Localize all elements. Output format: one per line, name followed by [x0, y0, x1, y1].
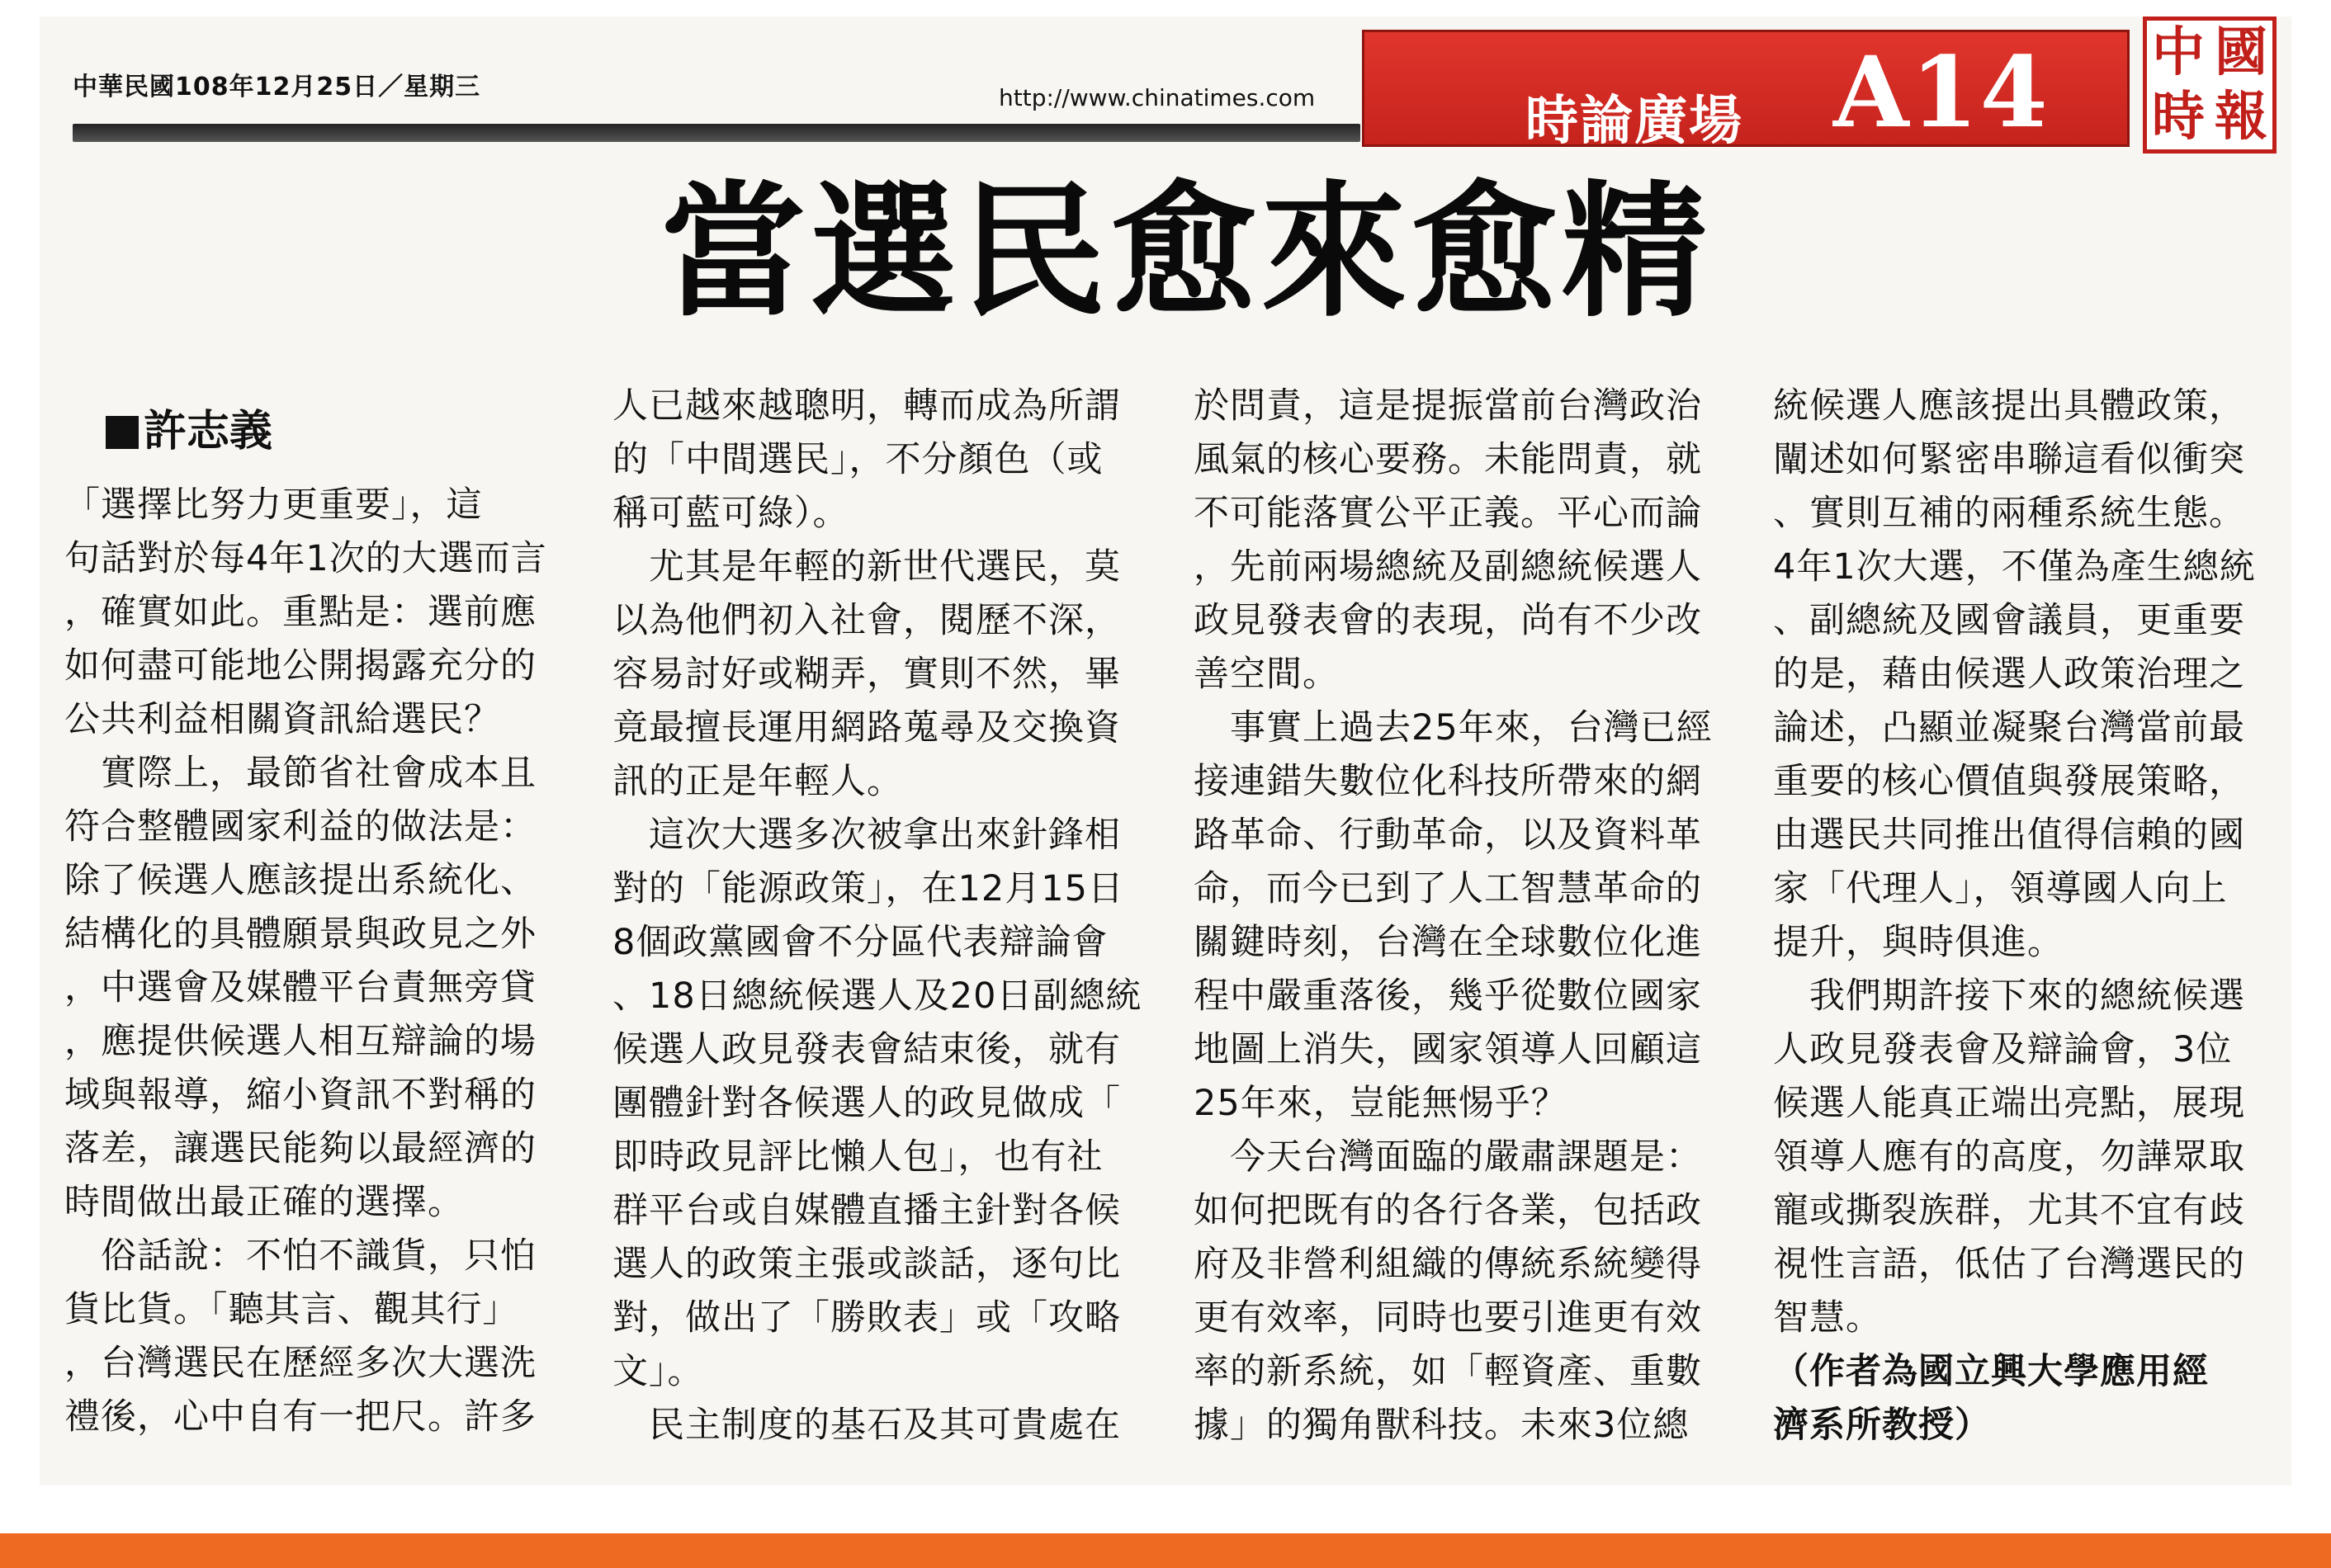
column-line: 接連錯失數位化科技所帶來的網 — [1194, 761, 1702, 802]
column-line: 府及非營利組織的傳統系統變得 — [1194, 1244, 1702, 1285]
column-line: 如何把既有的各行各業，包括政 — [1194, 1190, 1702, 1231]
column-line: 風氣的核心要務。未能問責，就 — [1194, 439, 1702, 480]
byline-square-icon — [106, 416, 139, 449]
website-url: http://www.chinatimes.com — [999, 84, 1316, 111]
column-line: 貨比貨。「聽其言、觀其行」 — [64, 1289, 519, 1330]
logo-char: 中 — [2152, 21, 2205, 83]
column-line: 由選民共同推出值得信賴的國 — [1773, 815, 2245, 856]
column-line: 提升，與時俱進。 — [1773, 922, 2064, 963]
article-column-2 — [612, 380, 1147, 1452]
column-line: 於問責，這是提振當前台灣政治 — [1194, 385, 1702, 427]
column-line: 群平台或自媒體直播主針對各候 — [612, 1190, 1121, 1231]
header-rule — [73, 124, 1360, 142]
column-line: 結構化的具體願景與政見之外 — [64, 914, 537, 955]
column-line: 、實則互補的兩種系統生態。 — [1773, 493, 2245, 534]
column-line: 俗話說：不怕不識貨，只怕 — [64, 1235, 537, 1277]
column-line: 今天台灣面臨的嚴肅課題是： — [1194, 1136, 1702, 1178]
column-line: 25年來，豈能無惕乎？ — [1194, 1083, 1567, 1124]
column-line: 路革命、行動革命，以及資料革 — [1194, 815, 1702, 856]
column-line: 善空間。 — [1194, 654, 1339, 695]
column-line: 視性言語，低估了台灣選民的 — [1773, 1244, 2245, 1285]
author-name: 許志義 — [144, 407, 273, 456]
column-line: 候選人能真正端出亮點，展現 — [1773, 1083, 2245, 1124]
column-line: 地圖上消失，國家領導人回顧這 — [1194, 1029, 1702, 1070]
china-times-logo — [2143, 17, 2277, 153]
column-line: 選人的政策主張或談話，逐句比 — [612, 1244, 1121, 1285]
column-line: 除了候選人應該提出系統化、 — [64, 860, 537, 901]
column-line: 闡述如何緊密串聯這看似衝突 — [1773, 439, 2245, 480]
column-line: 「選擇比努力更重要」，這 — [64, 484, 483, 526]
page-number: A14 — [1833, 35, 2050, 149]
column-line: 尤其是年輕的新世代選民，莫 — [612, 546, 1121, 588]
column-line: 如何盡可能地公開揭露充分的 — [64, 645, 537, 687]
column-line: 文」。 — [612, 1351, 704, 1392]
column-line: 統候選人應該提出具體政策， — [1773, 385, 2245, 427]
column-line: 人政見發表會及辯論會，3位 — [1773, 1029, 2233, 1070]
column-line: ，台灣選民在歷經多次大選洗 — [64, 1343, 537, 1384]
column-line: ，中選會及媒體平台責無旁貸 — [64, 967, 537, 1008]
column-line: 即時政見評比懶人包」，也有社 — [612, 1136, 1104, 1178]
column-line: 落差，讓選民能夠以最經濟的 — [64, 1128, 537, 1169]
column-line: 的「中間選民」，不分顏色（或 — [612, 439, 1104, 480]
logo-char: 時 — [2152, 86, 2205, 148]
column-line: 寵或撕裂族群，尤其不宜有歧 — [1773, 1190, 2245, 1231]
column-line: 命，而今已到了人工智慧革命的 — [1194, 868, 1702, 909]
column-line: 領導人應有的高度，勿譁眾取 — [1773, 1136, 2245, 1178]
page-bottom-strip — [0, 1533, 2331, 1568]
article-column-3 — [1194, 380, 1728, 1452]
byline — [106, 396, 272, 458]
author-note-line: （作者為國立興大學應用經 — [1773, 1351, 2209, 1392]
column-line: 不可能落實公平正義。平心而論 — [1194, 493, 1702, 534]
column-line: 民主制度的基石及其可貴處在 — [612, 1405, 1121, 1446]
column-line: ，應提供候選人相互辯論的場 — [64, 1021, 537, 1062]
section-banner — [1362, 30, 2130, 152]
column-line: 稱可藍可綠）。 — [612, 493, 849, 534]
column-line: 時間做出最正確的選擇。 — [64, 1182, 464, 1223]
logo-char: 國 — [2215, 21, 2267, 83]
column-line: 4年1次大選，不僅為產生總統 — [1773, 546, 2256, 588]
column-line: 公共利益相關資訊給選民？ — [64, 699, 500, 740]
column-line: 重要的核心價值與發展策略， — [1773, 761, 2245, 802]
column-line: 8個政黨國會不分區代表辯論會 — [612, 922, 1109, 963]
column-line: 竟最擅長運用網路蒐尋及交換資 — [612, 707, 1121, 749]
column-line: 事實上過去25年來，台灣已經 — [1194, 707, 1713, 749]
column-line: 以為他們初入社會，閱歷不深， — [612, 600, 1121, 641]
column-line: 智慧。 — [1773, 1297, 1882, 1339]
column-line: 符合整體國家利益的做法是： — [64, 806, 537, 848]
column-line: 人已越來越聰明，轉而成為所謂 — [612, 385, 1121, 427]
column-line: ，先前兩場總統及副總統候選人 — [1194, 546, 1702, 588]
issue-date: 中華民國108年12月25日／星期三 — [73, 73, 481, 102]
column-line: 論述，凸顯並凝聚台灣當前最 — [1773, 707, 2245, 749]
column-line: 率的新系統，如「輕資產、重數 — [1194, 1351, 1702, 1392]
article-column-1 — [64, 479, 599, 1444]
article-headline: 當選民愈來愈精 — [660, 168, 1713, 337]
logo-char: 報 — [2215, 86, 2267, 148]
column-line: 我們期許接下來的總統候選 — [1773, 975, 2245, 1017]
article-column-4 — [1773, 380, 2308, 1452]
column-line: 訊的正是年輕人。 — [612, 761, 903, 802]
column-line: 禮後，心中自有一把尺。許多 — [64, 1396, 537, 1438]
column-line: 、18日總統候選人及20日副總統 — [612, 975, 1142, 1017]
section-name: 時論廣場 — [1525, 91, 1743, 152]
column-line: 實際上，最節省社會成本且 — [64, 753, 537, 794]
column-line: 這次大選多次被拿出來針鋒相 — [612, 815, 1121, 856]
author-note-line: 濟系所教授） — [1773, 1405, 1991, 1446]
column-line: 程中嚴重落後，幾乎從數位國家 — [1194, 975, 1702, 1017]
author-note — [1773, 1345, 2308, 1452]
column-line: 對的「能源政策」，在12月15日 — [612, 868, 1124, 909]
column-line: 團體針對各候選人的政見做成「 — [612, 1083, 1121, 1124]
column-line: 更有效率，同時也要引進更有效 — [1194, 1297, 1702, 1339]
column-line: 容易討好或糊弄，實則不然，畢 — [612, 654, 1121, 695]
column-line: 對，做出了「勝敗表」或「攻略 — [612, 1297, 1121, 1339]
column-line: 、副總統及國會議員，更重要 — [1773, 600, 2245, 641]
column-line: 候選人政見發表會結束後，就有 — [612, 1029, 1121, 1070]
column-line: 關鍵時刻，台灣在全球數位化進 — [1194, 922, 1702, 963]
column-line: 據」的獨角獸科技。未來3位總 — [1194, 1405, 1690, 1446]
column-line: 域與報導，縮小資訊不對稱的 — [64, 1074, 537, 1116]
column-line: 的是，藉由候選人政策治理之 — [1773, 654, 2245, 695]
column-line: 家「代理人」，領導國人向上 — [1773, 868, 2228, 909]
column-line: ，確實如此。重點是：選前應 — [64, 592, 537, 633]
column-line: 政見發表會的表現，尚有不少改 — [1194, 600, 1702, 641]
column-line: 句話對於每4年1次的大選而言 — [64, 538, 547, 579]
